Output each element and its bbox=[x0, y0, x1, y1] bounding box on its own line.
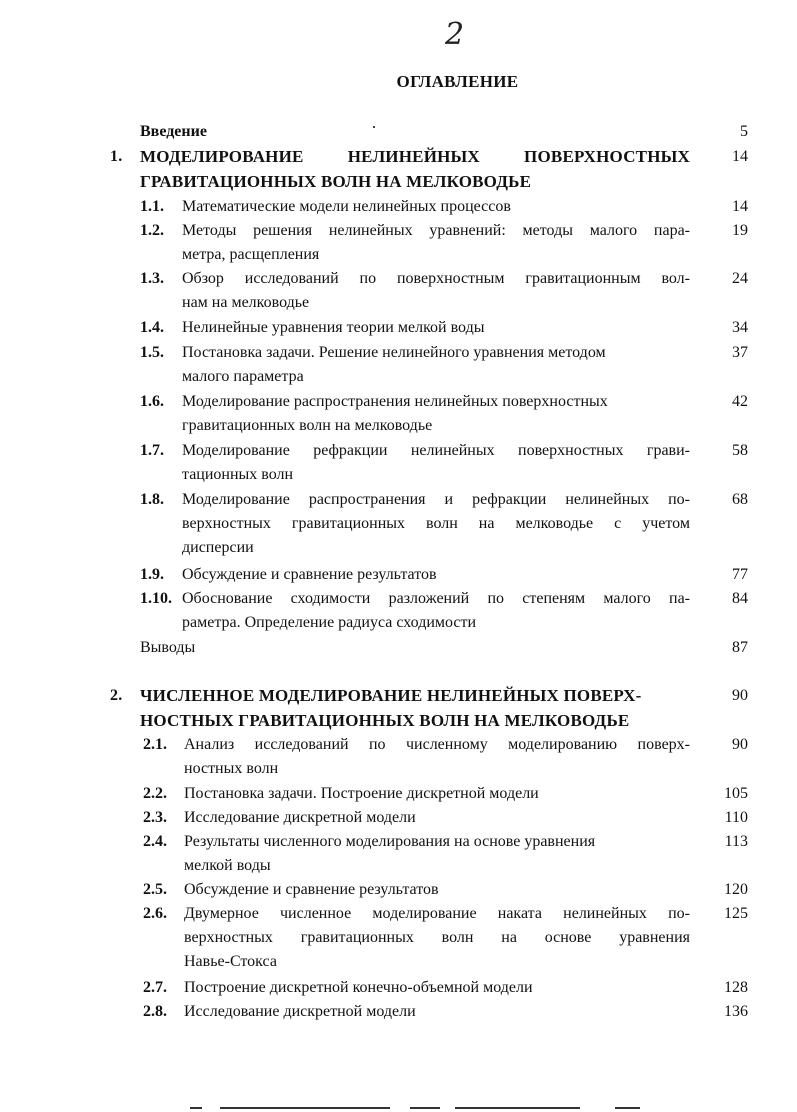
section-number: 1.5. bbox=[140, 344, 164, 361]
chapter1-title-line2: ГРАВИТАЦИОННЫХ ВОЛН НА МЕЛКОВОДЬЕ bbox=[140, 172, 532, 191]
section-number: 2.4. bbox=[143, 833, 167, 850]
chapter2-number: 2. bbox=[110, 687, 123, 704]
section-number: 2.5. bbox=[143, 881, 167, 898]
section-title-line: Постановка задачи. Решение нелинейного уравнения методом bbox=[182, 344, 606, 361]
page-title: ОГЛАВЛЕНИЕ bbox=[396, 72, 519, 91]
section-number: 1.6. bbox=[140, 393, 164, 410]
section-number: 2.3. bbox=[143, 809, 167, 826]
section-number: 1.4. bbox=[140, 319, 164, 336]
section-page-number: 14 bbox=[732, 198, 748, 215]
section-number: 1.9. bbox=[140, 566, 164, 583]
section-title-line: метра, расщепления bbox=[182, 246, 320, 263]
section-title-line: нам на мелководье bbox=[182, 294, 310, 311]
section-title-line: Методы решения нелинейных уравнений: методы малого пара- bbox=[182, 222, 690, 239]
section-number: 2.6. bbox=[143, 905, 167, 922]
section-title-line: Обсуждение и сравнение результатов bbox=[184, 881, 439, 898]
section-title-line: тационных волн bbox=[182, 466, 294, 483]
section-title-line: верхностных гравитационных волн на мелководье с учетом bbox=[182, 515, 690, 532]
section-title-line: Исследование дискретной модели bbox=[184, 809, 416, 826]
section-page-number: 37 bbox=[732, 344, 748, 361]
section-title-line: Моделирование распространения и рефракции нелинейных по- bbox=[182, 491, 690, 508]
chapter1-title-line1: МОДЕЛИРОВАНИЕ НЕЛИНЕЙНЫХ ПОВЕРХНОСТНЫХ bbox=[140, 147, 690, 166]
section-number: 2.7. bbox=[143, 979, 167, 996]
scan-edge-line bbox=[455, 1107, 580, 1109]
chapter1-number: 1. bbox=[110, 148, 123, 165]
scan-edge-line bbox=[220, 1107, 390, 1109]
section-title-line: мелкой воды bbox=[184, 857, 271, 874]
section-page-number: 77 bbox=[732, 566, 748, 583]
section-title-line: Обоснование сходимости разложений по степеням малого па- bbox=[182, 590, 690, 607]
section-title-line: Постановка задачи. Построение дискретной модели bbox=[184, 785, 539, 802]
section-number: 1.3. bbox=[140, 270, 164, 287]
section-title-line: Моделирование распространения нелинейных поверхностных bbox=[182, 393, 608, 410]
section-page-number: 90 bbox=[732, 736, 748, 753]
section-page-number: 58 bbox=[732, 442, 748, 459]
intro-label: Введение bbox=[140, 123, 207, 140]
section-page-number: 105 bbox=[724, 785, 748, 802]
section-number: 1.2. bbox=[140, 222, 164, 239]
section-title-line: Нелинейные уравнения теории мелкой воды bbox=[182, 319, 485, 336]
section-number: 2.1. bbox=[143, 736, 167, 753]
section-number: 2.2. bbox=[143, 785, 167, 802]
section-title-line: верхностных гравитационных волн на основе уравнения bbox=[184, 929, 690, 946]
section-title-line: Результаты численного моделирования на основе уравнения bbox=[184, 833, 596, 850]
section-number: 2.8. bbox=[143, 1003, 167, 1020]
section-title-line: Математические модели нелинейных процессов bbox=[182, 198, 511, 215]
section-page-number: 34 bbox=[732, 319, 748, 336]
section-page-number: 136 bbox=[724, 1003, 748, 1020]
section-number: 1.10. bbox=[140, 590, 172, 607]
section-page-number: 110 bbox=[724, 809, 748, 826]
section-title-line: Анализ исследований по численному моделированию поверх- bbox=[184, 736, 690, 753]
scan-edge-line bbox=[615, 1107, 640, 1109]
section-title-line: гравитационных волн на мелководье bbox=[182, 417, 433, 434]
section-page-number: 42 bbox=[732, 393, 748, 410]
section-title-line: Моделирование рефракции нелинейных поверхностных грави- bbox=[182, 442, 690, 459]
section-title-line: раметра. Определение радиуса сходимости bbox=[182, 614, 477, 631]
section-title-line: Исследование дискретной модели bbox=[184, 1003, 416, 1020]
section-page-number: 68 bbox=[732, 491, 748, 508]
conclusions-label: Выводы bbox=[140, 639, 196, 656]
section-title-line: малого параметра bbox=[182, 368, 304, 385]
handwritten-page-number: 2 bbox=[445, 17, 465, 52]
section-page-number: 125 bbox=[724, 905, 748, 922]
section-page-number: 113 bbox=[724, 833, 748, 850]
section-title-line: Навье-Стокса bbox=[184, 953, 277, 970]
section-number: 1.7. bbox=[140, 442, 164, 459]
conclusions-page: 87 bbox=[732, 639, 748, 656]
section-title-line: Обзор исследований по поверхностным гравитационным вол- bbox=[182, 270, 690, 287]
chapter2-page: 90 bbox=[732, 687, 748, 704]
section-title-line: Двумерное численное моделирование наката нелинейных по- bbox=[184, 905, 690, 922]
section-title-line: Построение дискретной конечно-объемной модели bbox=[184, 979, 533, 996]
section-title-line: Обсуждение и сравнение результатов bbox=[182, 566, 437, 583]
scan-edge-line bbox=[410, 1107, 440, 1109]
section-number: 1.1. bbox=[140, 198, 164, 215]
chapter2-title-line1: ЧИСЛЕННОЕ МОДЕЛИРОВАНИЕ НЕЛИНЕЙНЫХ ПОВЕРХ- bbox=[140, 686, 642, 705]
intro-page: 5 bbox=[740, 123, 748, 140]
section-page-number: 120 bbox=[724, 881, 748, 898]
section-page-number: 24 bbox=[732, 270, 748, 287]
scan-speck bbox=[373, 126, 375, 128]
section-number: 1.8. bbox=[140, 491, 164, 508]
section-page-number: 19 bbox=[732, 222, 748, 239]
section-title-line: дисперсии bbox=[182, 539, 254, 556]
section-page-number: 128 bbox=[724, 979, 748, 996]
section-page-number: 84 bbox=[732, 590, 748, 607]
chapter2-title-line2: НОСТНЫХ ГРАВИТАЦИОННЫХ ВОЛН НА МЕЛКОВОДЬЕ bbox=[140, 711, 630, 730]
chapter1-page: 14 bbox=[732, 148, 748, 165]
scan-edge-line bbox=[190, 1107, 202, 1109]
section-title-line: ностных волн bbox=[184, 760, 279, 777]
